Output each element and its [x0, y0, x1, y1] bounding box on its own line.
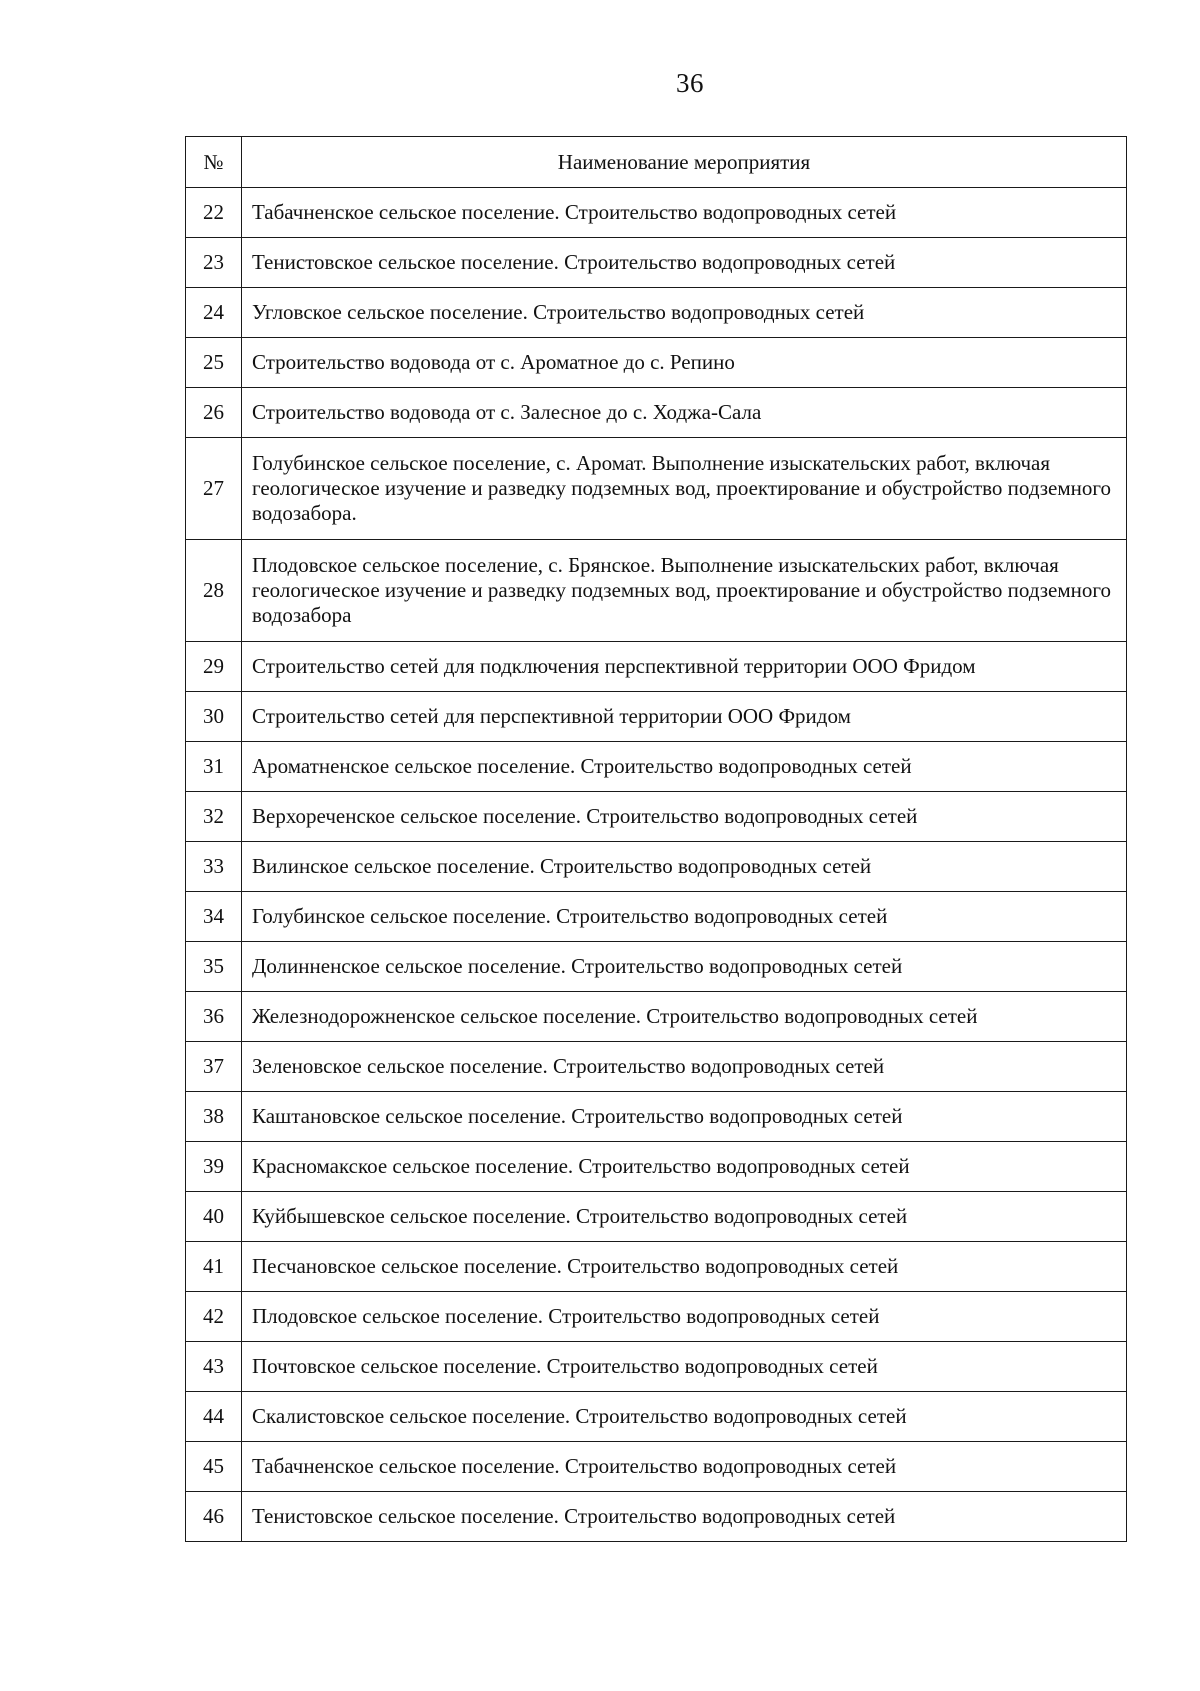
row-number: 35 [186, 942, 242, 992]
table-row [186, 1342, 1127, 1392]
row-number: 40 [186, 1192, 242, 1242]
row-name: Голубинское сельское поселение. Строительство водопроводных сетей [242, 892, 1127, 942]
table-row [186, 338, 1127, 388]
table-row [186, 1292, 1127, 1342]
row-name: Тенистовское сельское поселение. Строительство водопроводных сетей [242, 1492, 1127, 1542]
row-name: Угловское сельское поселение. Строительство водопроводных сетей [242, 288, 1127, 338]
row-name: Голубинское сельское поселение, с. Аромат. Выполнение изыскательских работ, включая геологическое изучение и разведку подземных вод, проектирование и обустройство подземного водозабора. [242, 438, 1127, 540]
table-row [186, 692, 1127, 742]
table-row [186, 842, 1127, 892]
table-row [186, 992, 1127, 1042]
row-name: Долинненское сельское поселение. Строительство водопроводных сетей [242, 942, 1127, 992]
row-number: 43 [186, 1342, 242, 1392]
table-row [186, 792, 1127, 842]
row-name: Плодовское сельское поселение. Строительство водопроводных сетей [242, 1292, 1127, 1342]
row-number: 24 [186, 288, 242, 338]
row-name: Вилинское сельское поселение. Строительство водопроводных сетей [242, 842, 1127, 892]
row-name: Ароматненское сельское поселение. Строительство водопроводных сетей [242, 742, 1127, 792]
table-row [186, 942, 1127, 992]
table-row [186, 892, 1127, 942]
row-number: 25 [186, 338, 242, 388]
row-name: Зеленовское сельское поселение. Строительство водопроводных сетей [242, 1042, 1127, 1092]
row-number: 41 [186, 1242, 242, 1292]
row-number: 39 [186, 1142, 242, 1192]
table-row [186, 1042, 1127, 1092]
row-name: Плодовское сельское поселение, с. Брянское. Выполнение изыскательских работ, включая геологическое изучение и разведку подземных вод, проектирование и обустройство подземного водозабора [242, 540, 1127, 642]
row-name: Строительство сетей для перспективной территории ООО Фридом [242, 692, 1127, 742]
table-row [186, 188, 1127, 238]
row-number: 26 [186, 388, 242, 438]
row-number: 27 [186, 438, 242, 540]
table-row [186, 1142, 1127, 1192]
column-header-name: Наименование мероприятия [242, 137, 1127, 188]
table-row [186, 1492, 1127, 1542]
row-number: 28 [186, 540, 242, 642]
row-name: Строительство водовода от с. Залесное до с. Ходжа-Сала [242, 388, 1127, 438]
row-number: 32 [186, 792, 242, 842]
row-name: Строительство водовода от с. Ароматное до с. Репино [242, 338, 1127, 388]
table-row [186, 1092, 1127, 1142]
table-row [186, 540, 1127, 642]
row-number: 22 [186, 188, 242, 238]
row-name: Скалистовское сельское поселение. Строительство водопроводных сетей [242, 1392, 1127, 1442]
row-name: Тенистовское сельское поселение. Строительство водопроводных сетей [242, 238, 1127, 288]
row-name: Песчановское сельское поселение. Строительство водопроводных сетей [242, 1242, 1127, 1292]
measures-table [185, 136, 1127, 1542]
table-row [186, 388, 1127, 438]
table-row [186, 1442, 1127, 1492]
row-number: 37 [186, 1042, 242, 1092]
row-number: 30 [186, 692, 242, 742]
row-name: Строительство сетей для подключения перспективной территории ООО Фридом [242, 642, 1127, 692]
table-row [186, 288, 1127, 338]
row-number: 46 [186, 1492, 242, 1542]
table-header-row [186, 137, 1127, 188]
table-row [186, 1192, 1127, 1242]
table-header [186, 137, 1127, 188]
column-header-number: № [186, 137, 242, 188]
row-name: Каштановское сельское поселение. Строительство водопроводных сетей [242, 1092, 1127, 1142]
table-row [186, 1242, 1127, 1292]
row-name: Куйбышевское сельское поселение. Строительство водопроводных сетей [242, 1192, 1127, 1242]
row-number: 29 [186, 642, 242, 692]
row-name: Верхореченское сельское поселение. Строительство водопроводных сетей [242, 792, 1127, 842]
row-number: 36 [186, 992, 242, 1042]
row-number: 42 [186, 1292, 242, 1342]
row-number: 38 [186, 1092, 242, 1142]
row-number: 23 [186, 238, 242, 288]
table-row [186, 1392, 1127, 1442]
row-name: Табачненское сельское поселение. Строительство водопроводных сетей [242, 188, 1127, 238]
row-number: 45 [186, 1442, 242, 1492]
row-number: 34 [186, 892, 242, 942]
page-number: 36 [676, 68, 704, 98]
row-name: Железнодорожненское сельское поселение. Строительство водопроводных сетей [242, 992, 1127, 1042]
row-name: Табачненское сельское поселение. Строительство водопроводных сетей [242, 1442, 1127, 1492]
row-name: Красномакское сельское поселение. Строительство водопроводных сетей [242, 1142, 1127, 1192]
row-number: 33 [186, 842, 242, 892]
table-row [186, 642, 1127, 692]
row-number: 44 [186, 1392, 242, 1442]
row-number: 31 [186, 742, 242, 792]
table-body [186, 188, 1127, 1542]
row-name: Почтовское сельское поселение. Строительство водопроводных сетей [242, 1342, 1127, 1392]
table-row [186, 438, 1127, 540]
table-row [186, 238, 1127, 288]
table-row [186, 742, 1127, 792]
